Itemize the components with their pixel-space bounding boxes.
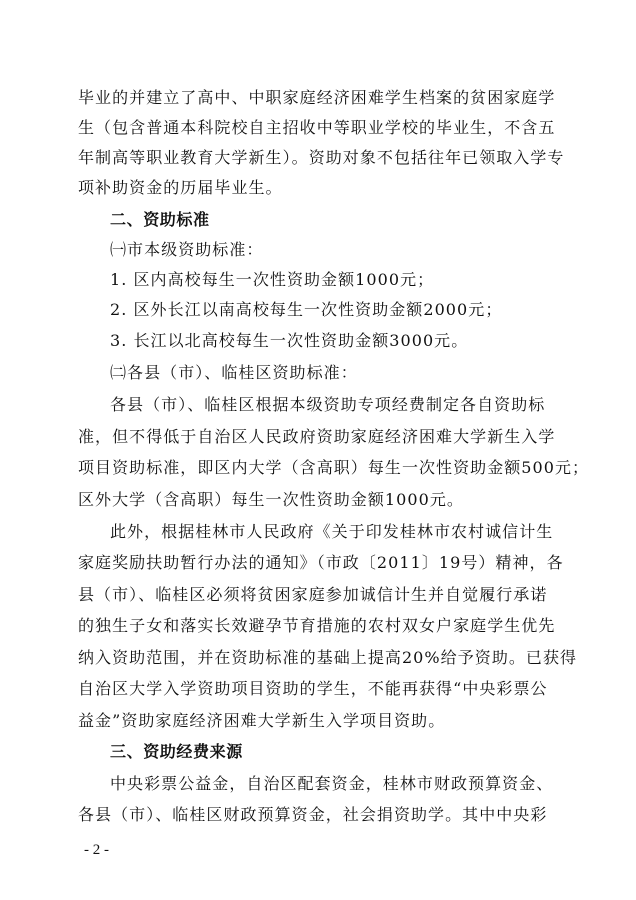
paragraph-1-line-1: 毕业的并建立了高中、中职家庭经济困难学生档案的贫困家庭学 (78, 88, 556, 107)
paragraph-2-line-4: 区外大学（含高职）每生一次性资助金额1000元。 (78, 490, 464, 509)
paragraph-3-line-7: 益金”资助家庭经济困难大学新生入学项目资助。 (78, 711, 446, 730)
paragraph-4-line-2: 各县（市）、临桂区财政预算资金，社会捐资助学。其中中央彩 (78, 805, 548, 824)
paragraph-1-line-3: 年制高等职业教育大学新生）。资助对象不包括往年已领取入学专 (78, 148, 565, 167)
paragraph-1-line-2: 生（包含普通本科院校自主招收中等职业学校的毕业生，不含五 (78, 118, 556, 137)
paragraph-2-line-3: 项目资助标准，即区内大学（含高职）每生一次性资助金额500元； (78, 458, 590, 477)
section-heading-funding-standard: 二、资助标准 (110, 210, 210, 229)
paragraph-3-line-3: 县（市）、临桂区必须将贫困家庭参加诚信计生并自觉履行承诺 (78, 585, 548, 604)
city-standard-item-2: 2. 区外长江以南高校每生一次性资助金额2000元； (110, 300, 503, 319)
subsection-city-standard: ㈠市本级资助标准： (110, 240, 264, 259)
paragraph-3-line-6: 自治区大学入学资助项目资助的学生，不能再获得“中央彩票公 (78, 679, 548, 698)
paragraph-2-line-2: 准，但不得低于自治区人民政府资助家庭经济困难大学新生入学 (78, 427, 556, 446)
paragraph-3-line-4: 的独生子女和落实长效避孕节育措施的农村双女户家庭学生优先 (78, 616, 556, 635)
city-standard-item-3: 3. 长江以北高校每生一次性资助金额3000元。 (110, 331, 469, 350)
paragraph-2-line-1: 各县（市）、临桂区根据本级资助专项经费制定各自资助标 (110, 395, 546, 414)
page-number: - 2 - (84, 842, 109, 858)
subsection-county-standard: ㈡各县（市）、临桂区资助标准： (110, 363, 358, 382)
city-standard-item-1: 1. 区内高校每生一次性资助金额1000元； (110, 270, 435, 289)
paragraph-4-line-1: 中央彩票公益金，自治区配套资金，桂林市财政预算资金、 (110, 774, 554, 793)
paragraph-1-line-4: 项补助资金的历届毕业生。 (78, 178, 283, 197)
paragraph-3-line-5: 纳入资助范围，并在资助标准的基础上提高20%给予资助。已获得 (78, 648, 578, 667)
section-heading-funding-source: 三、资助经费来源 (110, 742, 243, 761)
paragraph-3-line-2: 家庭奖励扶助暂行办法的通知》（市政〔2011〕19号）精神，各 (78, 553, 564, 572)
paragraph-3-line-1: 此外，根据桂林市人民政府《关于印发桂林市农村诚信计生 (110, 522, 554, 541)
